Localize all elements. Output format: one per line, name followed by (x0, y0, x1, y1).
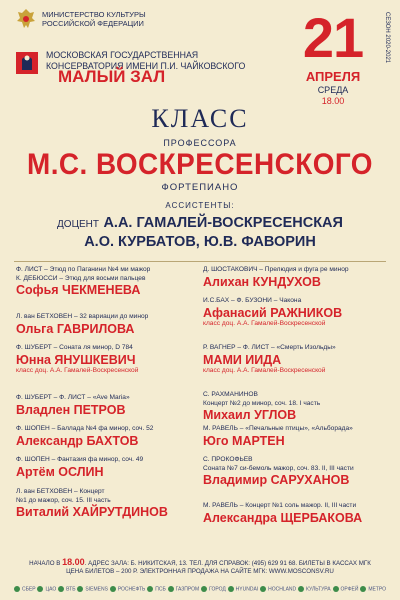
ministry-text (42, 10, 146, 28)
sponsor-logo (228, 586, 259, 592)
footer-start-label: НАЧАЛО В (29, 560, 61, 567)
sponsor-name: ЦАО (45, 586, 57, 593)
sponsor-name: МЕТРО (368, 586, 386, 593)
class-title: КЛАСС (151, 104, 249, 133)
program-item (16, 313, 201, 336)
sponsor-name: ПСБ (155, 586, 166, 593)
repertoire-line: Ф. ЛИСТ – Этюд по Паганини №4 ми мажор (16, 266, 151, 273)
sponsor-logo (110, 586, 146, 592)
performer-name: Александр БАХТОВ (16, 433, 139, 448)
sponsor-icon (147, 586, 153, 592)
sponsor-name: КУЛЬТУРА (306, 586, 331, 593)
performer-name: Владимир САРУХАНОВ (203, 473, 350, 488)
repertoire-line: С. ПРОКОФЬЕВ (203, 456, 253, 463)
repertoire-line: Ф. ШОПЕН – Баллада №4 фа минор, соч. 52 (16, 425, 154, 432)
sponsor-icon (14, 586, 20, 592)
footer-start-time: 18.00 (62, 557, 85, 567)
sponsor-icon (298, 586, 304, 592)
sponsor-icon (37, 586, 43, 592)
performer-name: Юго МАРТЕН (203, 433, 285, 448)
program-item (16, 344, 201, 375)
repertoire-line: М. РАВЕЛЬ – «Печальные птицы», «Альборада» (203, 425, 353, 432)
program-item (203, 391, 388, 422)
ministry-line1: МИНИСТЕРСТВО КУЛЬТУРЫ (42, 10, 146, 19)
assistant-line-1 (0, 214, 400, 232)
footer-address: . АДРЕС ЗАЛА: Б. НИКИТСКАЯ, 13. ТЕЛ. ДЛЯ СПРАВОК: (495) 629 91 68. БИЛЕТЫ В КАССАХ МГК (84, 560, 371, 567)
assistants-label: АССИСТЕНТЫ: (165, 201, 235, 210)
concert-day: 21 (302, 6, 364, 69)
sponsor-icon (360, 586, 366, 592)
sponsor-logo (360, 586, 386, 592)
sponsor-logo (58, 586, 75, 592)
sponsor-logo (147, 586, 166, 592)
professor-label: ПРОФЕССОРА (163, 138, 237, 148)
repertoire-line: Ф. ШУБЕРТ – Соната ля минор, D 784 (16, 344, 133, 351)
performer-name: Софья ЧЕКМЕНЕВА (16, 283, 141, 298)
conservatory-logo-icon (14, 50, 40, 76)
performer-name: Александра ЩЕРБАКОВА (203, 510, 363, 525)
repertoire-line: Соната №7 си-бемоль мажор, соч. 83. II, III части (203, 464, 354, 472)
sponsor-name: ГОРОД (209, 586, 226, 593)
repertoire-line: Р. ВАГНЕР – Ф. ЛИСТ – «Смерть Изольды» (203, 344, 336, 351)
repertoire-line: Концерт №2 до минор, соч. 18. I часть (203, 399, 321, 407)
footer-info (0, 559, 400, 575)
conservatory-line2: КОНСЕРВАТОРИЯ ИМЕНИ П.И. ЧАЙКОВСКОГО (46, 60, 246, 71)
sponsor-icon (77, 586, 83, 592)
repertoire-line: И.С.БАХ – Ф. БУЗОНИ – Чакона (203, 297, 302, 304)
sponsor-name: ГАЗПРОМ (175, 586, 200, 593)
sponsor-logo (333, 586, 359, 592)
sponsor-name: ОРФЕЙ (340, 586, 359, 593)
sponsor-icon (58, 586, 64, 592)
conservatory-line1: МОСКОВСКАЯ ГОСУДАРСТВЕННАЯ (46, 50, 199, 60)
hall-name: МАЛЫЙ ЗАЛ (58, 67, 166, 86)
performer-name: Ольга ГАВРИЛОВА (16, 321, 135, 336)
ministry-line2: РОССИЙСКОЙ ФЕДЕРАЦИИ (42, 19, 144, 28)
program-item (203, 502, 388, 525)
program-item (16, 425, 201, 448)
sponsor-name: HYUNDAI (235, 586, 259, 593)
repertoire-line: Д. ШОСТАКОВИЧ – Прелюдия и фуга ре минор (203, 266, 349, 273)
concert-month: АПРЕЛЯ (305, 69, 361, 84)
sponsor-icon (168, 586, 174, 592)
sponsor-name: СБЕР (22, 586, 36, 593)
sponsor-logo (14, 586, 36, 592)
program-item (203, 425, 388, 448)
program-item (203, 456, 388, 487)
program-item (16, 488, 201, 519)
performer-name: Алихан КУНДУХОВ (203, 274, 321, 289)
repertoire-line: С. РАХМАНИНОВ (203, 391, 258, 398)
footer-line1 (0, 559, 400, 568)
sponsor-name: РОСНЕФТЬ (117, 586, 146, 593)
sponsor-logo (260, 586, 296, 592)
program-item (203, 344, 388, 375)
performer-name: Михаил УГЛОВ (203, 408, 297, 423)
russian-emblem-icon (14, 7, 38, 31)
assistant-line-2: А.О. КУРБАТОВ, Ю.В. ФАВОРИН (84, 234, 316, 250)
program-divider (14, 261, 386, 262)
sponsor-name: HOCHLAND (268, 586, 297, 593)
repertoire-line: Ф. ШУБЕРТ – Ф. ЛИСТ – «Ave Maria» (16, 394, 130, 401)
sponsor-name: ВТБ (66, 586, 76, 593)
program-item (16, 266, 201, 297)
sponsor-icon (201, 586, 207, 592)
sponsor-logo (298, 586, 331, 592)
concert-time: 18.00 (321, 96, 345, 106)
class-note: класс доц. А.А. Гамалей-Воскресенской (16, 366, 139, 374)
performer-name: Артём ОСЛИН (16, 464, 104, 479)
assistant-rank: ДОЦЕНТ (57, 219, 99, 230)
sponsor-icon (110, 586, 116, 592)
sponsor-icon (260, 586, 266, 592)
performer-name: Юнна ЯНУШКЕВИЧ (16, 352, 136, 367)
concert-weekday: СРЕДА (317, 85, 349, 95)
instrument-label: ФОРТЕПИАНО (161, 182, 239, 193)
class-note: класс доц. А.А. Гамалей-Воскресенской (203, 319, 326, 327)
sponsor-logo (201, 586, 226, 592)
sponsor-icon (333, 586, 339, 592)
performer-name: Виталий ХАЙРУТДИНОВ (16, 505, 168, 520)
sponsor-logo (37, 586, 56, 592)
sponsor-icon (228, 586, 234, 592)
repertoire-line: М. РАВЕЛЬ – Концерт №1 соль мажор. II, III части (203, 502, 357, 509)
sponsor-logos (14, 583, 386, 595)
program-item (16, 394, 201, 417)
repertoire-line: №1 до мажор, соч. 15. III часть (16, 496, 111, 504)
program-item (16, 456, 201, 479)
assistant-name-1: А.А. ГАМАЛЕЙ-ВОСКРЕСЕНСКАЯ (103, 215, 343, 231)
repertoire-line: Ф. ШОПЕН – Фантазия фа минор, соч. 49 (16, 456, 144, 463)
performer-name: Владлен ПЕТРОВ (16, 402, 126, 417)
sponsor-name: SIEMENS (85, 586, 108, 593)
program-item (203, 297, 388, 328)
footer-line2: ЦЕНА БИЛЕТОВ – 200 Р. ЭЛЕКТРОННАЯ ПРОДАЖА НА САЙТЕ МГК: WWW.MOSCONSV.RU (66, 567, 334, 575)
performer-name: Афанасий РАЖНИКОВ (203, 305, 343, 320)
program-item (203, 266, 388, 289)
professor-name: М.С. ВОСКРЕСЕНСКОГО (27, 148, 373, 181)
class-note: класс доц. А.А. Гамалей-Воскресенской (203, 366, 326, 374)
performer-name: МАМИ ИИДА (203, 352, 282, 367)
repertoire-line: К. ДЕБЮССИ – Этюд для восьми пальцев (16, 274, 146, 282)
repertoire-line: Л. ван БЕТХОВЕН – Концерт (16, 488, 105, 495)
sponsor-logo (168, 586, 200, 592)
season-label: СЕЗОН 2020-2021 (384, 12, 390, 64)
repertoire-line: Л. ван БЕТХОВЕН – 32 вариации до минор (16, 313, 149, 320)
sponsor-logo (77, 586, 108, 592)
